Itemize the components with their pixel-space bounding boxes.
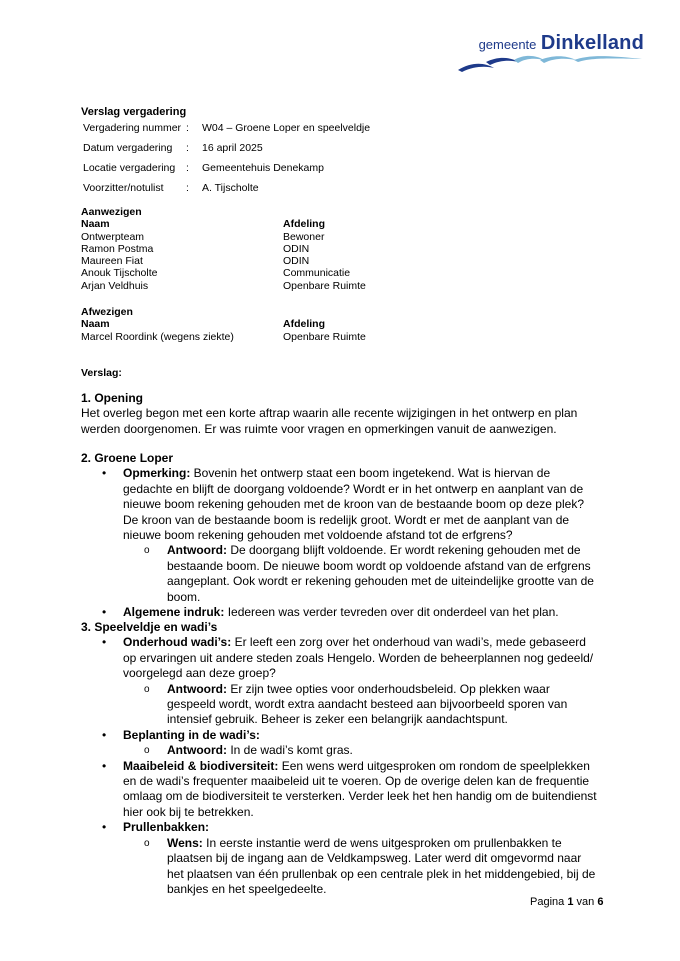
section-text: Het overleg begon met een korte aftrap waarin alle recente wijzigingen in het ontwerp en plan werden doorgenomen. Er was ruimte voor vragen en opmerkingen vanuit de aanwezigen. [81,406,578,436]
total-pages: 6 [597,896,604,908]
attendees-section [81,206,366,292]
list-item [81,820,601,897]
col-name-header: Naam [81,218,110,231]
meta-value: 16 april 2025 [202,142,263,154]
item-label: Prullenbakken: [123,820,210,835]
attendee-row [81,267,366,279]
meta-row [83,162,370,182]
absentees-header-row [81,318,366,330]
sub-list-item [123,543,601,605]
attendee-dept: ODIN [283,242,310,255]
item-text: Bovenin het ontwerp staat een boom ingetekend. Wat is hiervan de gedachte en blijft de doorgang voldoende? Wordt er in het ontwerp en aanplant van de nieuwe boom rekening gehouden met de kroon van de bestaande boom op deze plek? De kroon van de bestaande boom is redelijk groot. Wordt er met de aanplant van de nieuwe boom rekening gehouden met voldoende afstand tot de erfgrens? [123,466,584,543]
meta-row [83,122,370,142]
list-item [81,605,601,620]
meta-label: Datum vergadering [83,142,173,154]
meta-value: W04 – Groene Loper en speelveldje [202,122,371,134]
item-text: In de wadi’s komt gras. [226,743,353,758]
item-label: Beplanting in de wadi’s: [123,727,260,742]
attendee-dept: Openbare Ruimte [283,279,366,292]
item-text: Een wens werd uitgesproken om rondom de speelplekken en de wadi’s frequenter maaibeleid uit te voeren. Op de overige delen kan de frequentie omlaag om de biodiversiteit te versterken. Verder leek het hen handig om de buitendienst hier ook bij te betrekken. [123,758,597,819]
logo-name: Dinkelland [540,32,644,54]
attendee-dept: Communicatie [283,267,351,280]
sub-list-item [123,836,601,898]
meta-value: Gemeentehuis Denekamp [202,162,324,174]
section-heading: 1. Opening [81,391,144,405]
meta-sep: : [186,162,189,174]
meta-row [83,142,370,162]
municipality-logo [456,30,656,80]
meta-row [83,182,370,202]
item-label: Maaibeleid & biodiversiteit: [123,758,279,773]
item-label: Antwoord: [167,743,227,758]
attendee-dept: Bewoner [283,230,325,243]
item-label: Antwoord: [167,543,227,558]
list-item [81,759,601,821]
section-opening [81,391,601,437]
document-title: Verslag vergadering [81,106,187,118]
page-number [530,896,603,908]
attendee-name: Ramon Postma [81,242,154,255]
item-label: Opmerking: [123,466,191,481]
meta-label: Vergadering nummer [83,122,182,134]
sub-list-item [123,682,601,728]
item-label: Antwoord: [167,681,227,696]
absentee-name: Marcel Roordink (wegens ziekte) [81,330,234,343]
item-label: Wens: [167,835,203,850]
section-groene-loper [81,451,601,620]
of-word: van [576,896,595,908]
attendee-name: Maureen Fiat [81,255,143,268]
attendee-dept: ODIN [283,255,310,268]
sub-list-item [123,743,601,758]
col-dept-header: Afdeling [283,318,325,331]
attendee-name: Ontwerpteam [81,230,145,243]
absentees-heading: Afwezigen [81,306,133,318]
col-name-header: Naam [81,318,110,331]
current-page: 1 [567,896,574,908]
absentee-row [81,331,366,343]
report-label: Verslag: [81,367,122,379]
item-text: De doorgang blijft voldoende. Er wordt rekening gehouden met de bestaande boom. De nieuwe boom wordt op voldoende afstand van de erfgrens aangeplant. Ook wordt er rekening gehouden met de uiteindelijke grootte van de boom. [167,543,594,604]
meeting-meta [83,122,370,202]
logo-prefix: gemeente [478,37,537,52]
attendee-row [81,255,366,267]
meta-sep: : [186,122,189,134]
item-text: In eerste instantie werd de wens uitgesproken om prullenbakken te plaatsen bij de ingang aan de Veldkampsweg. Later werd dit omgevormd naar het plaatsen van één prullenbak op een centrale plek in het middengebied, bij de bankjes en het speelgedeelte. [167,835,596,896]
attendee-row [81,231,366,243]
meta-label: Voorzitter/notulist [83,182,164,194]
meta-value: A. Tijscholte [202,182,259,194]
item-text: Er leeft een zorg over het onderhoud van wadi’s, mede gebaseerd op ervaringen uit andere steden zoals Hengelo. Worden de beheerplannen nog gedeeld/ voorgelegd aan deze groep? [123,635,594,681]
item-label: Onderhoud wadi’s: [123,635,232,650]
attendees-heading: Aanwezigen [81,206,142,218]
page-word: Pagina [530,896,565,908]
meta-label: Locatie vergadering [83,162,176,174]
meta-sep: : [186,142,189,154]
attendees-header-row [81,218,366,230]
logo-waves-icon [456,52,646,78]
section-speelveldje [81,620,601,897]
attendee-name: Arjan Veldhuis [81,279,149,292]
absentee-dept: Openbare Ruimte [283,330,366,343]
item-text: Er zijn twee opties voor onderhoudsbeleid. Op plekken waar gespeeld wordt, wordt extra aandacht besteed aan bijvoorbeeld sporen van intensief gebruik. Beheer is zeker een belangrijk aandachtspunt. [167,681,568,727]
list-item [81,466,601,605]
attendee-row [81,243,366,255]
attendee-name: Anouk Tijscholte [81,267,158,280]
list-item [81,635,601,727]
section-heading: 3. Speelveldje en wadi’s [81,620,218,634]
item-label: Algemene indruk: [123,605,225,620]
absentees-section [81,306,366,343]
col-dept-header: Afdeling [283,218,325,231]
meta-sep: : [186,182,189,194]
attendee-row [81,280,366,292]
item-text: Iedereen was verder tevreden over dit onderdeel van het plan. [224,605,559,620]
section-heading: 2. Groene Loper [81,451,174,465]
list-item [81,728,601,759]
